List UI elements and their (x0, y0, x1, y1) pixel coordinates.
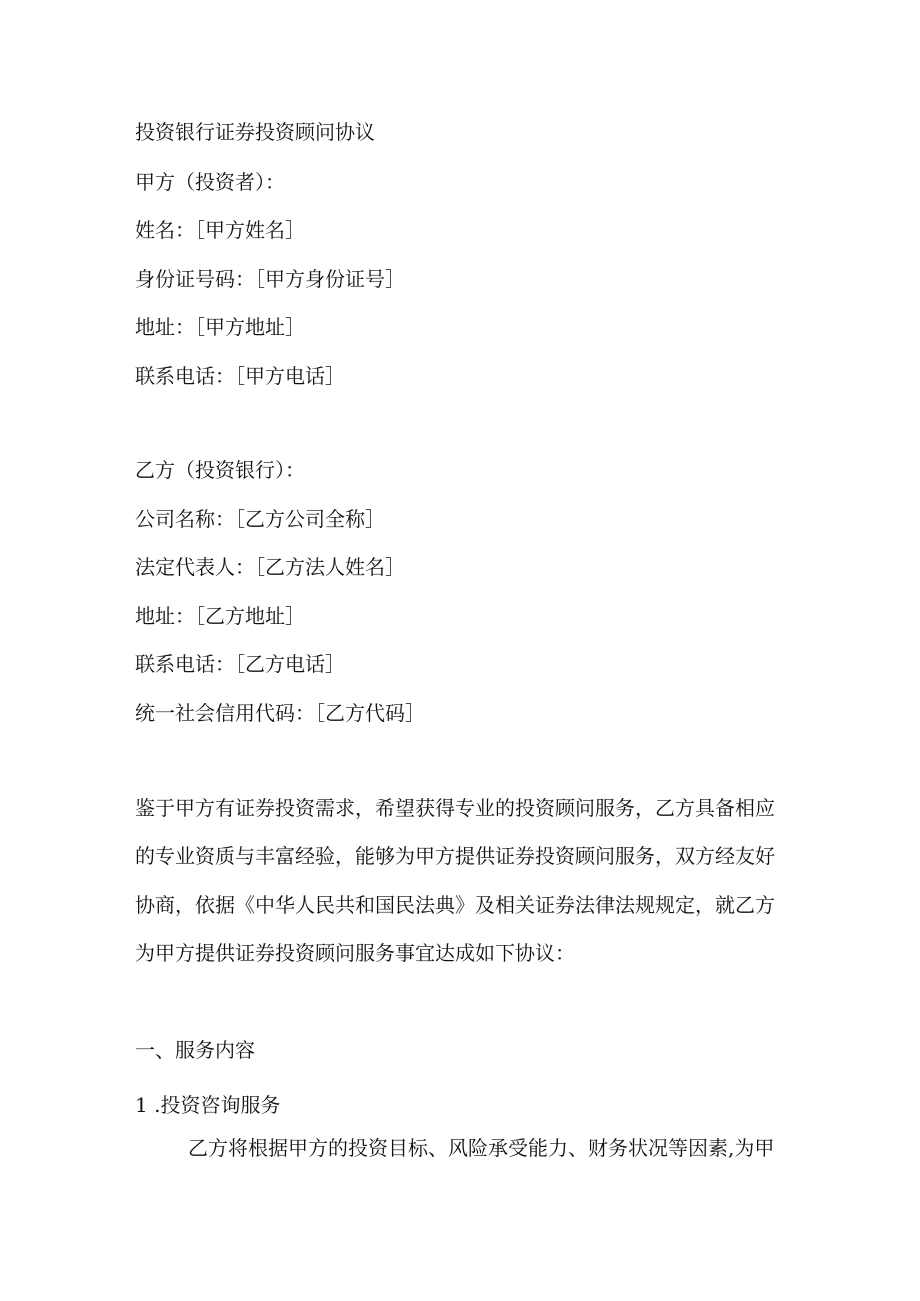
party-b-heading: 乙方（投资银行）： (135, 458, 305, 482)
item-1-title: 1 .投资咨询服务 (135, 1093, 281, 1117)
party-b-legal-rep: 法定代表人：［乙方法人姓名］ (135, 555, 405, 579)
party-a-name: 姓名：［甲方姓名］ (135, 218, 305, 242)
preamble-line: 协商，依据《中华人民共和国民法典》及相关证券法律法规规定，就乙方 (135, 893, 775, 917)
party-a-address: 地址：［甲方地址］ (135, 315, 305, 339)
party-a-id-number: 身份证号码：［甲方身份证号］ (135, 267, 405, 291)
document-title: 投资银行证券投资顾问协议 (135, 120, 375, 144)
preamble-line: 的专业资质与丰富经验，能够为甲方提供证券投资顾问服务，双方经友好 (135, 844, 775, 868)
party-b-company: 公司名称：［乙方公司全称］ (135, 507, 385, 531)
section-1-heading: 一、服务内容 (135, 1038, 255, 1062)
party-b-address: 地址：［乙方地址］ (135, 604, 305, 628)
party-b-credit-code: 统一社会信用代码：［乙方代码］ (135, 701, 425, 725)
preamble-line: 为甲方提供证券投资顾问服务事宜达成如下协议： (135, 941, 575, 965)
item-1-text: 乙方将根据甲方的投资目标、风险承受能力、财务状况等因素,为甲 (188, 1136, 775, 1160)
preamble-paragraph (135, 796, 790, 966)
party-a-phone: 联系电话：［甲方电话］ (135, 364, 345, 388)
preamble-line: 鉴于甲方有证券投资需求，希望获得专业的投资顾问服务，乙方具备相应 (135, 796, 775, 820)
party-a-heading: 甲方（投资者）： (135, 170, 285, 194)
party-b-phone: 联系电话：［乙方电话］ (135, 652, 345, 676)
